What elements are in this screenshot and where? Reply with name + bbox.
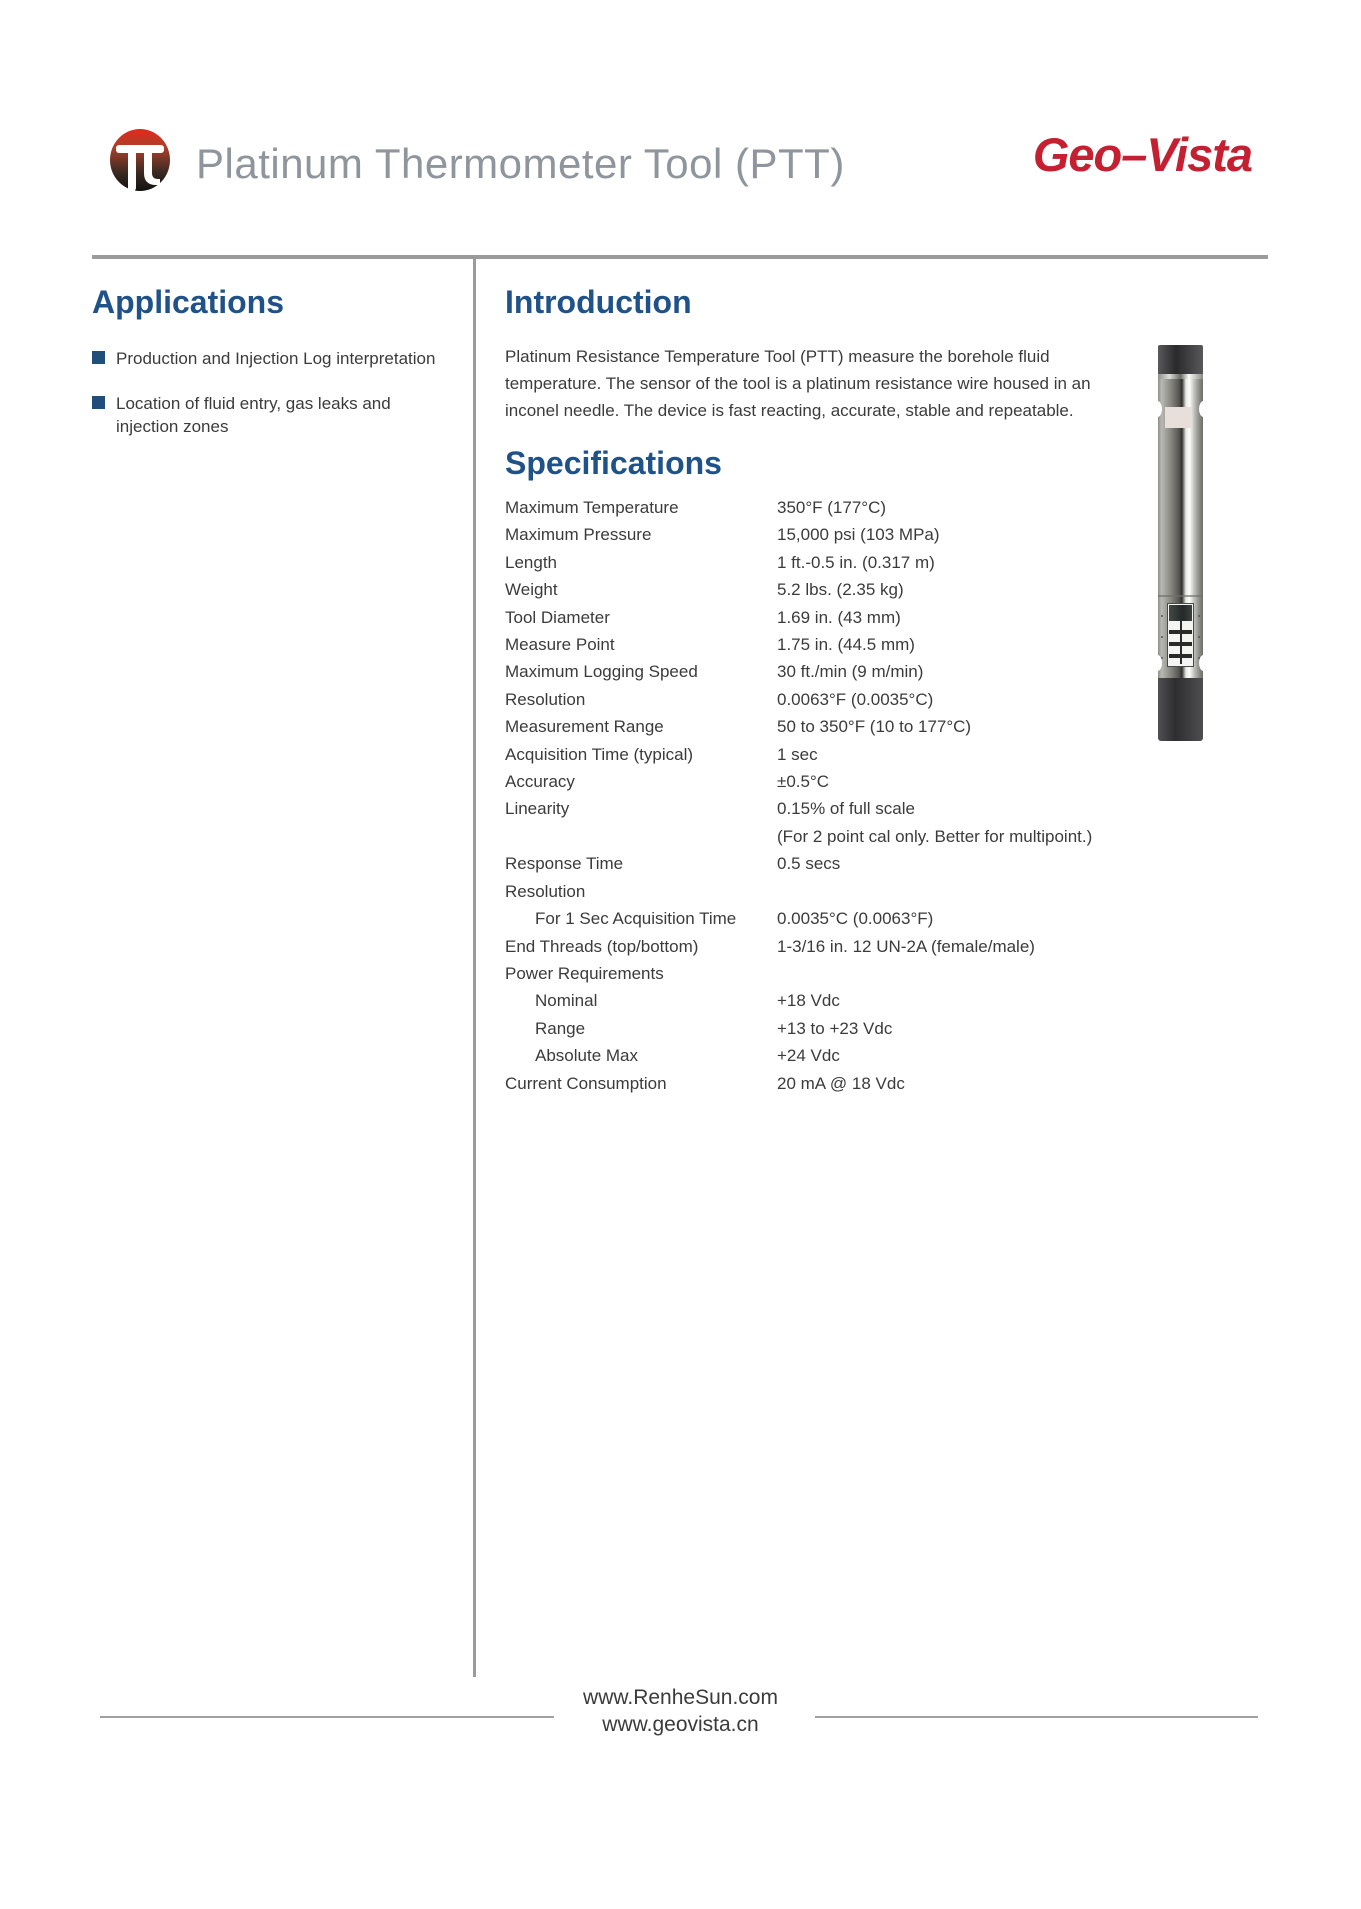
spec-label: Power Requirements [505,963,664,983]
page-title: Platinum Thermometer Tool (PTT) [196,140,845,187]
spec-label: Linearity [505,799,570,819]
header-divider [92,255,1268,259]
introduction-paragraph: Platinum Resistance Temperature Tool (PTT) measure the borehole fluid temperature. The sensor of the tool is a platinum resistance wire housed in an inconel needle. The device is fast reacting, accurate, stable and repeatable. [505,347,1091,420]
spec-value: 350°F (177°C) [777,498,887,517]
tool-screw-dot [1198,615,1200,617]
application-item [92,347,457,370]
spec-row [505,850,1155,877]
bullet-square-icon [92,351,105,364]
spec-row [505,713,1155,740]
tool-sensor-cap [1169,605,1192,621]
spec-value: 1.69 in. (43 mm) [777,607,901,627]
spec-label: Length [505,552,557,572]
applications-heading: Applications [92,284,285,320]
tool-sensor-window [1167,603,1194,667]
spec-row [505,741,1155,768]
application-item [92,392,457,438]
tool-top-cap [1158,345,1203,374]
tool-ring [1158,374,1203,379]
spec-label: Measurement Range [505,717,664,737]
spec-row [505,823,1155,850]
spec-value: (For 2 point cal only. Better for multipoint.) [777,826,1093,846]
spec-value: 15,000 psi (103 MPa) [777,525,940,545]
tool-screw-dot [1161,615,1163,617]
spec-value: 50 to 350°F (10 to 177°C) [777,717,972,737]
spec-value: 1-3/16 in. 12 UN-2A (female/male) [777,936,1035,956]
spec-value: +18 Vdc [777,991,840,1011]
spec-label: Response Time [505,854,624,874]
spec-value: ±0.5°C [777,772,830,792]
spec-value: +24 Vdc [777,1046,840,1066]
tool-label-plate [1165,407,1192,428]
spec-row [505,686,1155,713]
spec-value: 20 mA @ 18 Vdc [777,1073,905,1093]
spec-row [505,987,1155,1014]
spec-label: For 1 Sec Acquisition Time [535,909,737,929]
spec-value [777,878,1155,905]
tool-notch [1153,655,1162,671]
tool-notch [1199,401,1208,417]
application-item-label: Location of fluid entry, gas leaks and injection zones [116,394,391,436]
spec-value [777,960,1155,987]
spec-label: Tool Diameter [505,607,610,627]
spec-row [505,878,1155,905]
tool-sensor-bar [1169,654,1192,658]
spec-label: Absolute Max [535,1046,638,1066]
spec-value: 0.15% of full scale [777,799,915,819]
spec-value: 0.0035°C (0.0063°F) [777,909,934,929]
spec-row [505,768,1155,795]
spec-label: Accuracy [505,772,575,792]
specifications-table [505,494,1155,1097]
spec-row [505,1070,1155,1097]
spec-row [505,604,1155,631]
tool-photo [1158,345,1203,741]
spec-value: 1 sec [777,744,818,764]
spec-row [505,1015,1155,1042]
spec-label: Weight [505,580,558,600]
spec-value: 1.75 in. (44.5 mm) [777,635,915,655]
applications-section [92,283,457,460]
spec-value: 5.2 lbs. (2.35 kg) [777,580,904,600]
spec-row [505,549,1155,576]
specifications-heading: Specifications [505,445,722,481]
tool-seam [1158,595,1203,597]
spec-label: Maximum Temperature [505,498,679,517]
spec-label: End Threads (top/bottom) [505,936,699,956]
spec-value: 1 ft.-0.5 in. (0.317 m) [777,552,935,572]
footer-url-renhesun: www.RenheSun.com [583,1686,778,1709]
spec-label [505,823,777,850]
spec-row [505,521,1155,548]
tool-sensor-bar [1169,642,1192,646]
specifications-section [505,444,1155,1097]
spec-label: Nominal [535,991,598,1011]
tool-screw-dot [1198,636,1200,638]
column-divider [473,255,476,1677]
spec-row [505,960,1155,987]
spec-label: Resolution [505,689,586,709]
spec-row [505,905,1155,932]
spec-label: Measure Point [505,635,615,655]
spec-row [505,795,1155,822]
spec-row [505,933,1155,960]
main-content [505,283,1155,1097]
bullet-square-icon [92,396,105,409]
spec-label: Range [535,1018,586,1038]
spec-label: Maximum Logging Speed [505,662,698,682]
brand-logo: Geo–Vista [1032,128,1252,181]
company-logo-icon [108,127,172,191]
introduction-heading: Introduction [505,284,692,320]
spec-row [505,494,1155,521]
spec-label: Resolution [505,881,586,901]
spec-row [505,631,1155,658]
spec-label: Current Consumption [505,1073,667,1093]
spec-label: Maximum Pressure [505,525,652,545]
tool-screw-dot [1161,636,1163,638]
spec-row [505,576,1155,603]
spec-value: 0.5 secs [777,854,841,874]
application-item-label: Production and Injection Log interpretation [116,349,436,368]
spec-value: +13 to +23 Vdc [777,1018,893,1038]
spec-value: 0.0063°F (0.0035°C) [777,689,934,709]
tool-notch [1199,655,1208,671]
introduction-section [505,283,1155,424]
footer-url-geovista: www.geovista.cn [602,1713,759,1736]
applications-list [92,347,457,438]
spec-row [505,658,1155,685]
spec-label: Acquisition Time (typical) [505,744,694,764]
tool-bottom-cap [1158,678,1203,741]
tool-sensor-bar [1169,630,1192,634]
tool-notch [1153,401,1162,417]
spec-value: 30 ft./min (9 m/min) [777,662,924,682]
spec-row [505,1042,1155,1069]
